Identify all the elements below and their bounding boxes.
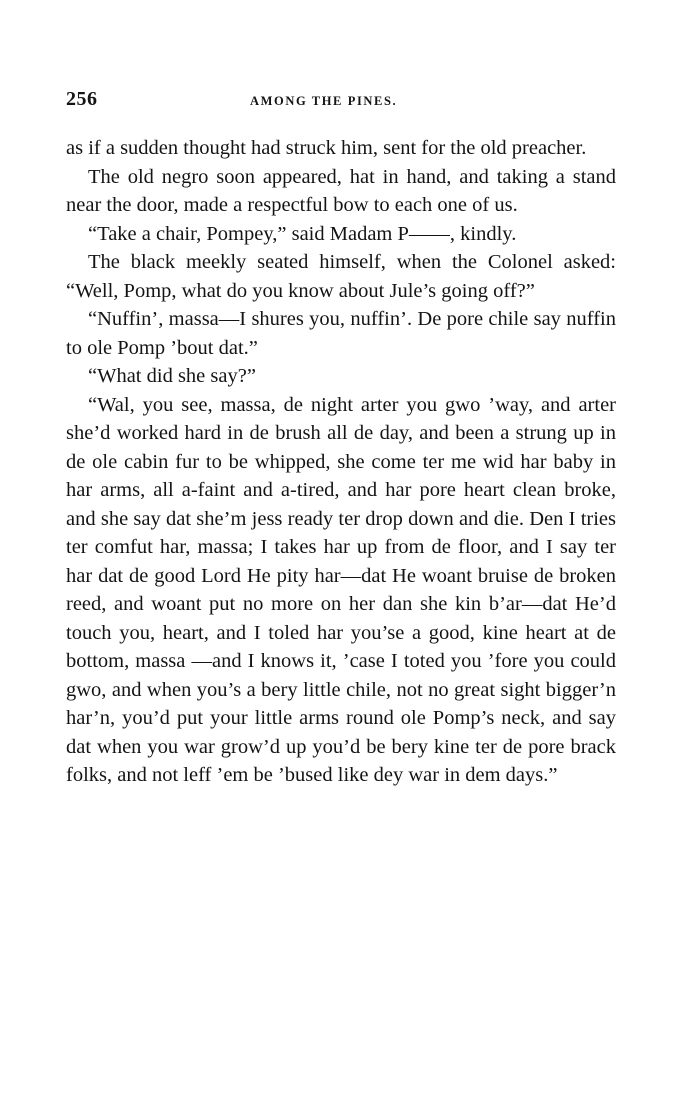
paragraph: “Nuffin’, massa—I shures you, nuffin’. De pore chile say nuffin to ole Pomp ’bout dat.” (66, 308, 616, 359)
paragraph: “What did she say?” (88, 365, 256, 387)
paragraph: The old negro soon appeared, hat in hand, and taking a stand near the door, made a respectful bow to each one of us. (66, 165, 616, 216)
paragraph: “Wal, you see, massa, de night arter you gwo ’way, and arter she’d worked hard in de brush all de day, and been a strung up in de ole cabin fur to be whipped, she come ter me wid har baby in har arms, all a-faint and a-tired, and har pore heart clean broke, and she say dat she’m jess ready ter drop down and die. Den I tries ter comfut har, massa; I takes har up from de floor, and I say ter har dat de good Lord He pity har—dat He woant bruise de broken reed, and woant put no more on her dan she kin b’ar—dat He’d touch you, heart, and I toled har you’se a good, kine heart at de bottom, massa —and I knows it, ’case I toted you ’fore you could gwo, and when you’s a bery little chile, not no great sight bigger’n har’n, you’d put your little arms round ole Pomp’s neck, and say dat when you war grow’d up you’d be bery kine ter de pore brack folks, and not leff ’em be ’bused like dey war in dem days.” (66, 393, 616, 786)
paragraph: The black meekly seated himself, when the Colonel asked: “Well, Pomp, what do you know about Jule’s going off?” (66, 251, 616, 302)
paragraph-continuation: as if a sudden thought had struck him, sent for the old preacher. (66, 137, 587, 159)
paragraph: “Take a chair, Pompey,” said Madam P——, kindly. (88, 222, 517, 245)
body-text (66, 134, 616, 790)
page-header (66, 88, 616, 118)
page-number: 256 (66, 88, 98, 110)
running-title: AMONG THE PINES. (250, 94, 398, 108)
